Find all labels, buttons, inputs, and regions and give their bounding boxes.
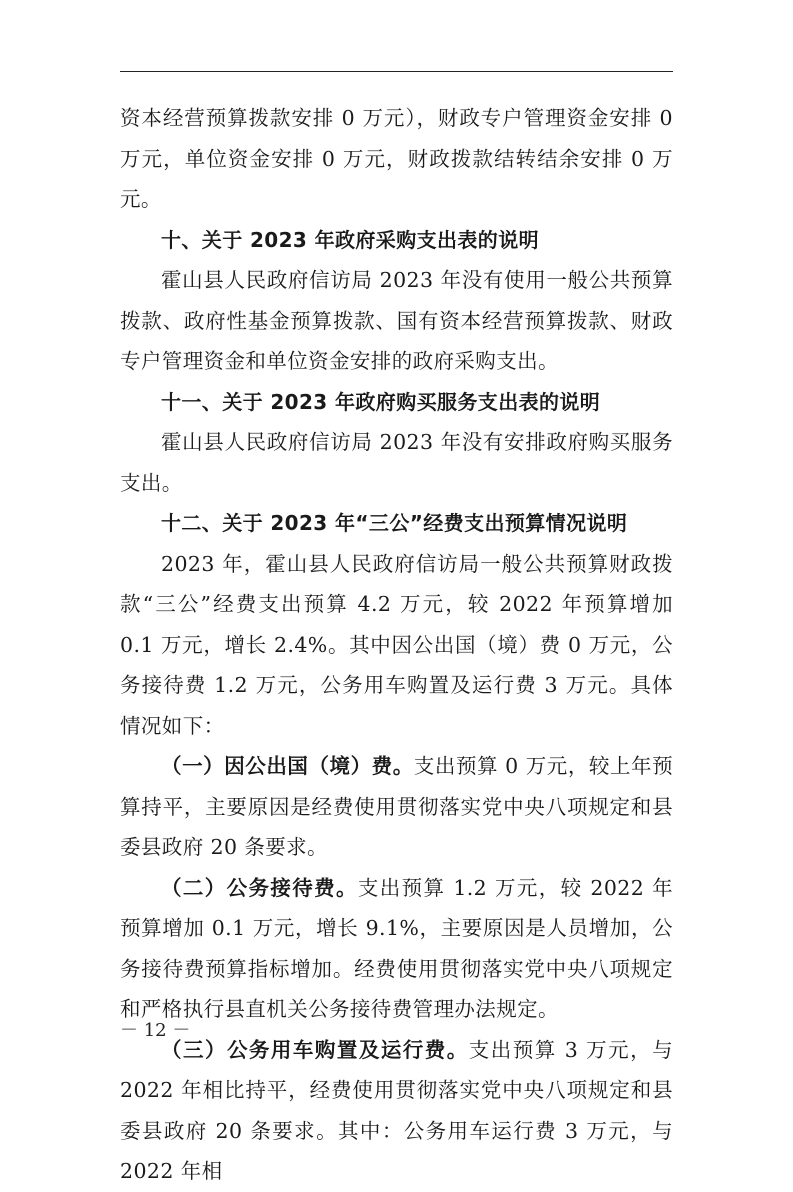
paragraph-text: 十、关于 2023 年政府采购支出表的说明 [161,227,539,252]
paragraph-text: 支出预算 0 万元，较上年预算持平，主要原因是经费使用贯彻落实党中央八项规定和县委县政府 20 条要求。 [120,754,673,859]
section-heading [120,220,673,261]
paragraph-text: 支出预算 3 万元，与 2022 年相比持平，经费使用贯彻落实党中央八项规定和县委县政府 20 条要求。其中：公务用车运行费 3 万元，与 2022 年相 [120,1037,673,1183]
body-paragraph [120,868,673,1030]
body-paragraph [120,260,673,382]
document-body [120,98,673,1192]
page-number: － 12 － [120,1020,191,1041]
paragraph-lead: （三）公务用车购置及运行费。 [161,1037,469,1062]
paragraph-lead: （二）公务接待费。 [161,875,358,900]
paragraph-text: 霍山县人民政府信访局 2023 年没有使用一般公共预算拨款、政府性基金预算拨款、国有资本经营预算拨款、财政专户管理资金和单位资金安排的政府采购支出。 [120,268,673,373]
paragraph-text: 2023 年，霍山县人民政府信访局一般公共预算财政拨款“三公”经费支出预算 4.2 万元，较 2022 年预算增加 0.1 万元，增长 2.4%。其中因公出国（境）费 0 万元，公务接待费 1.2 万元，公务用车购置及运行费 3 万元。具体情况如下： [120,551,673,738]
paragraph-lead: （一）因公出国（境）费。 [161,754,414,778]
body-paragraph [120,544,673,747]
header-rule [120,71,673,72]
section-heading [120,503,673,544]
section-heading [120,382,673,423]
paragraph-text: 霍山县人民政府信访局 2023 年没有安排政府购买服务支出。 [120,430,673,495]
body-paragraph [120,98,673,220]
body-paragraph [120,422,673,503]
paragraph-text: 十二、关于 2023 年“三公”经费支出预算情况说明 [161,511,628,535]
paragraph-text: 支出预算 1.2 万元，较 2022 年预算增加 0.1 万元，增长 9.1%，主要原因是人员增加，公务接待费预算指标增加。经费使用贯彻落实党中央八项规定和严格执行县直机关公务接待费管理办法规定。 [120,875,673,1021]
body-paragraph [120,746,673,868]
paragraph-text: 十一、关于 2023 年政府购买服务支出表的说明 [161,389,601,414]
paragraph-text: 资本经营预算拨款安排 0 万元），财政专户管理资金安排 0 万元，单位资金安排 0 万元，财政拨款结转结余安排 0 万元。 [120,106,673,211]
body-paragraph [120,1030,673,1192]
